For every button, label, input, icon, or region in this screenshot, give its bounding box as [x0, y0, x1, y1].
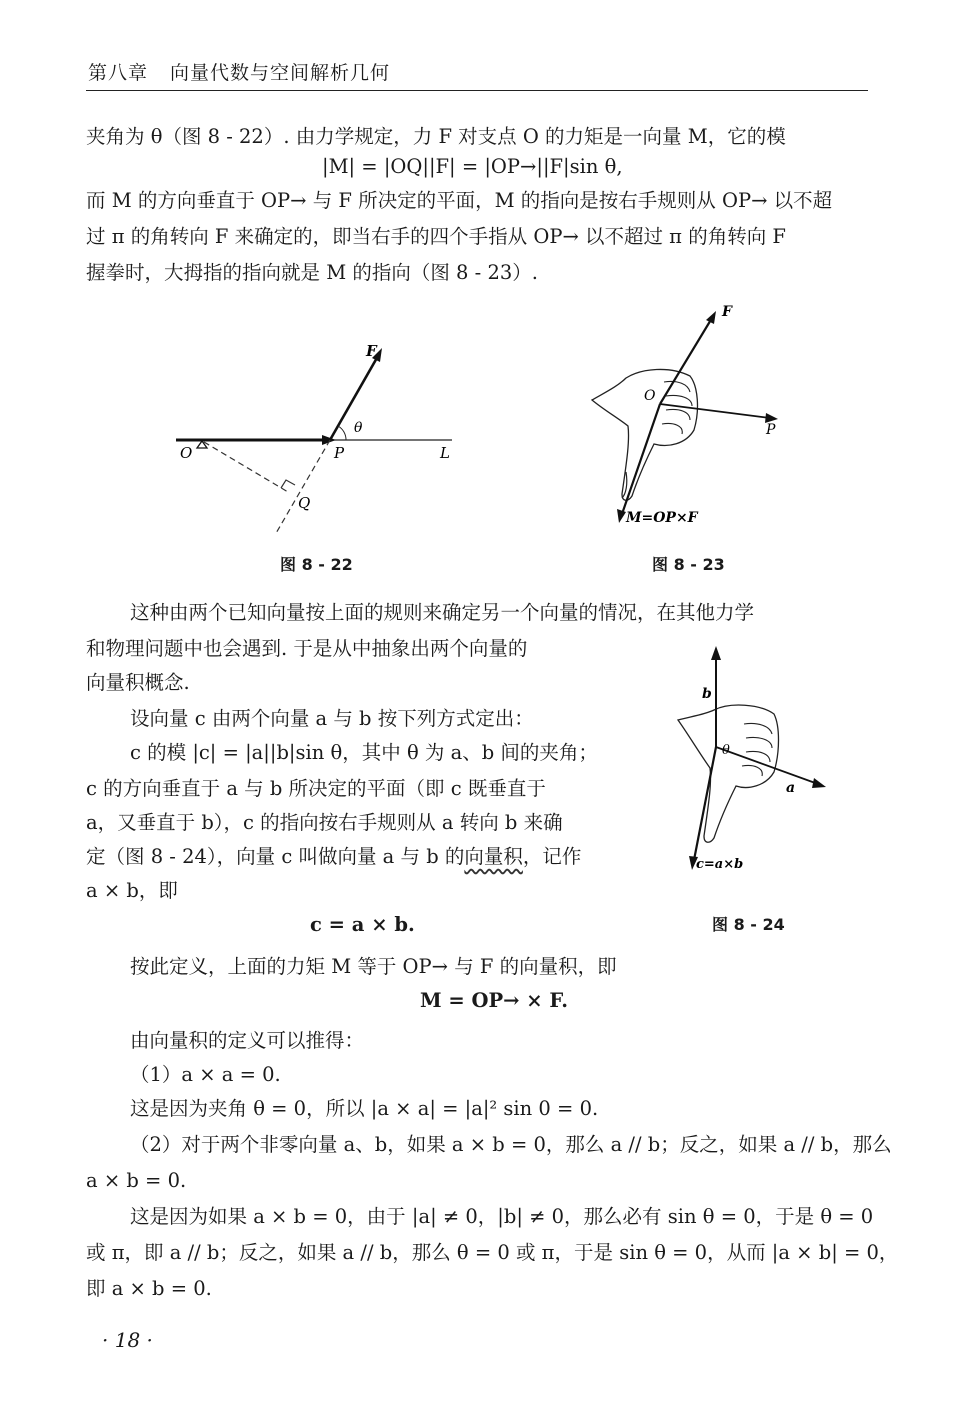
- para1-line4: 握拳时，大拇指的指向就是 M 的指向（图 8 - 23）.: [86, 261, 538, 284]
- para3-line1: 按此定义，上面的力矩 M 等于 OP→ 与 F 的向量积，即: [130, 955, 617, 978]
- label-q: Q: [298, 494, 311, 512]
- property-2-reason-line3: 即 a × b = 0.: [86, 1277, 212, 1300]
- perpendicular-oq: [204, 442, 288, 492]
- moment-formula: |M| = |OQ||F| = |OP→||F|sin θ,: [322, 155, 623, 178]
- property-1-reason: 这是因为夹角 θ = 0，所以 |a × a| = |a|² sin 0 = 0.: [130, 1097, 599, 1120]
- label-theta: θ: [354, 420, 363, 436]
- cross-product-formula: c = a × b.: [310, 913, 415, 936]
- chapter-title: 向量代数与空间解析几何: [170, 62, 391, 84]
- para2-line2: 和物理问题中也会遇到. 于是从中抽象出两个向量的: [86, 637, 528, 660]
- label-m: M=OP×F: [626, 510, 698, 526]
- property-2-line1: （2）对于两个非零向量 a、b，如果 a × b = 0，那么 a // b；反之，如果 a // b，那么: [130, 1133, 892, 1156]
- theta-arc: [338, 426, 346, 440]
- label-f: F: [722, 304, 732, 320]
- figure-8-22: [170, 330, 470, 540]
- def-line4: a，又垂直于 b），c 的指向按右手规则从 a 转向 b 来确: [86, 811, 563, 834]
- label-p: P: [766, 422, 776, 438]
- def-line5-start: 定（图 8 - 24），向量 c 叫做向量 a 与 b 的: [86, 845, 465, 868]
- property-2-line2: a × b = 0.: [86, 1169, 187, 1192]
- figure-8-23: [582, 300, 802, 535]
- def-line2: c 的模 |c| = |a||b|sin θ，其中 θ 为 a、b 间的夹角；: [130, 741, 598, 764]
- label-theta: θ: [722, 743, 730, 758]
- figure-8-22-caption: 图 8 - 22: [280, 555, 353, 574]
- label-f: F: [366, 342, 377, 360]
- label-b: b: [702, 686, 712, 702]
- label-a: a: [786, 780, 796, 796]
- moment-cross-formula: M = OP→ × F.: [420, 989, 569, 1012]
- pivot-triangle: [197, 441, 207, 448]
- label-p: P: [334, 444, 345, 462]
- def-line1: 设向量 c 由两个向量 a 与 b 按下列方式定出：: [130, 707, 534, 730]
- def-line5: [86, 840, 581, 874]
- right-angle-mark: [281, 480, 295, 488]
- m-arrowhead: [617, 509, 626, 523]
- figure-8-24: [660, 642, 835, 887]
- header-rule: [86, 90, 868, 91]
- property-2-reason-line2: 或 π，即 a // b；反之，如果 a // b，那么 θ = 0 或 π，于是 sin θ = 0，从而 |a × b| = 0，: [86, 1241, 899, 1264]
- page-number: · 18 ·: [102, 1328, 153, 1352]
- label-o: O: [644, 388, 656, 404]
- def-line3: c 的方向垂直于 a 与 b 所决定的平面（即 c 既垂直于: [86, 777, 546, 800]
- def-line5-end: ，记作: [522, 845, 582, 868]
- label-c: c=a×b: [696, 857, 744, 872]
- f-extension-line: [275, 440, 330, 535]
- figure-8-24-caption: 图 8 - 24: [712, 915, 785, 934]
- def-line6: a × b，即: [86, 879, 178, 902]
- para2-line3: 向量积概念.: [86, 671, 190, 694]
- term-vector-product: 向量积: [464, 845, 523, 868]
- label-o: O: [180, 444, 193, 462]
- running-head: [88, 58, 412, 85]
- chapter-label: 第八章: [88, 62, 149, 84]
- property-1: （1）a × a = 0.: [130, 1063, 281, 1086]
- b-arrowhead: [711, 646, 721, 660]
- property-2-reason-line1: 这是因为如果 a × b = 0，由于 |a| ≠ 0，|b| ≠ 0，那么必有 sin θ = 0，于是 θ = 0: [130, 1205, 874, 1228]
- para1-line1: 夹角为 θ（图 8 - 22）. 由力学规定，力 F 对支点 O 的力矩是一向量 M，它的模: [86, 125, 786, 148]
- para2-line1: 这种由两个已知向量按上面的规则来确定另一个向量的情况，在其他力学: [130, 601, 755, 624]
- para1-line3: 过 π 的角转向 F 来确定的，即当右手的四个手指从 OP→ 以不超过 π 的角转向 F: [86, 225, 786, 248]
- figure-8-23-caption: 图 8 - 23: [652, 555, 725, 574]
- props-intro: 由向量积的定义可以推得：: [130, 1029, 365, 1052]
- para1-line2: 而 M 的方向垂直于 OP→ 与 F 所决定的平面，M 的指向是按右手规则从 OP→ 以不超: [86, 189, 833, 212]
- f-arrowhead: [706, 311, 716, 324]
- a-arrowhead: [812, 778, 826, 788]
- label-l: L: [440, 444, 450, 462]
